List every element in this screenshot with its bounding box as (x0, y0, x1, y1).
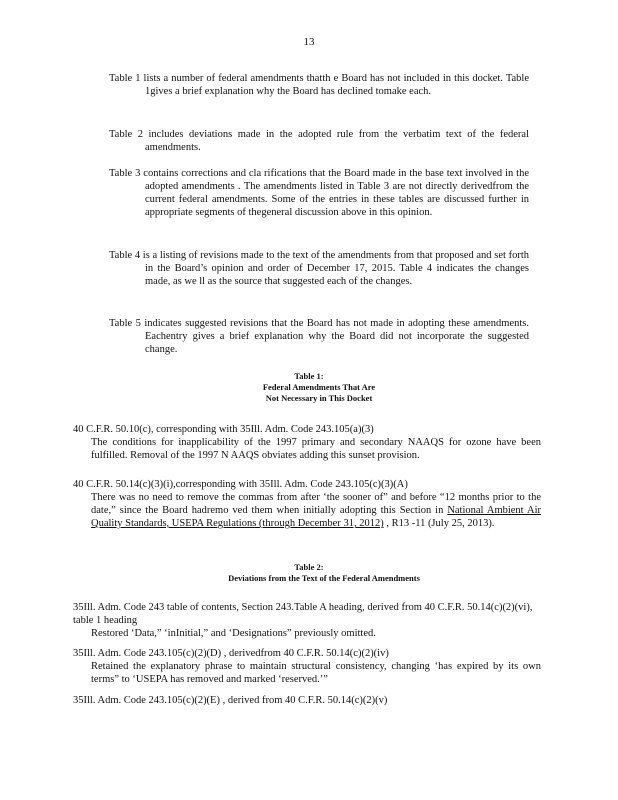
paragraph-text: Table 3 contains corrections and cla rifications that the Board made in the base text involved in the adopted amendments . The amendments listed in Table 3 are not directly derivedfrom the current federal amendments. Some of the entries in these tables are discussed further in appropriate segments of thegeneral discussion above in this opinion. (109, 168, 529, 218)
entry-text-part: There was no need to remove the commas from after ‘the sooner of” and before “12 months prior to the date,” since the Board hadremo ved them when initially adopting this Section in (91, 492, 541, 516)
entry-citation: 40 C.F.R. 50.14(c)(3)(i),corresponding with 35Ill. Adm. Code 243.105(c)(3)(A) (73, 479, 408, 490)
paragraph-table-5-summary (109, 317, 529, 356)
table-2-title (0, 562, 618, 584)
paragraph-table-2-summary (109, 128, 529, 154)
table-2-entry (73, 694, 541, 707)
table-2-entry (73, 601, 541, 640)
entry-text (73, 491, 541, 530)
paragraph-table-4-summary (109, 249, 529, 288)
paragraph-text: Table 1 lists a number of federal amendments thatth e Board has not included in this docket. Table 1gives a brief explanation why the Board has declined tomake each. (109, 73, 529, 97)
entry-text-part: , R13 -11 (July 25, 2013). (383, 518, 495, 529)
entry-text: The conditions for inapplicability of the 1997 primary and secondary NAAQS for ozone have been fulfilled. Removal of the 1997 N AAQS obviates adding this sunset provision. (91, 437, 541, 461)
entry-citation: 35Ill. Adm. Code 243 table of contents, Section 243.Table A heading, derived from 40 C.F.R. 50.14(c)(2)(vi), table 1 heading (73, 602, 533, 626)
entry-citation: 40 C.F.R. 50.10(c), corresponding with 35Ill. Adm. Code 243.105(a)(3) (73, 424, 374, 435)
table-1-title-line: Federal Amendments That Are (262, 382, 376, 392)
paragraph-text: Table 2 includes deviations made in the adopted rule from the verbatim text of the federal amendments. (109, 129, 529, 153)
entry-citation: 35Ill. Adm. Code 243.105(c)(2)(E) , derived from 40 C.F.R. 50.14(c)(2)(v) (73, 695, 388, 706)
table-1-entry (73, 478, 541, 530)
paragraph-text: Table 4 is a listing of revisions made to the text of the amendments from that proposed and set forth in the Board’s opinion and order of December 17, 2015. Table 4 indicates the changes made, as we ll as the source that suggested each of the changes. (109, 250, 529, 287)
paragraph-table-3-summary (109, 167, 529, 219)
entry-text-underlined: National Ambient Air Quality Standards, USEPA Regulations (through December 31, 2012) (91, 505, 541, 529)
paragraph-text: Table 5 indicates suggested revisions that the Board has not made in adopting these amendments. Eachentry gives a brief explanation why the Board did not incorporate the suggested change. (109, 318, 529, 355)
entry-text: Restored ‘Data,” ‘inInitial,” and ‘Designations” previously omitted. (91, 628, 376, 639)
entry-citation: 35Ill. Adm. Code 243.105(c)(2)(D) , derivedfrom 40 C.F.R. 50.14(c)(2)(iv) (73, 648, 389, 659)
page-number: 13 (303, 36, 315, 48)
entry-text: Retained the explanatory phrase to maintain structural consistency, changing ‘has expired by its own terms” to ‘USEPA has removed and marked ‘reserved.’” (91, 661, 541, 685)
table-1-title (0, 371, 618, 404)
table-1-title-line: Table 1: (294, 371, 324, 381)
table-2-title-line: Table 2: (294, 562, 324, 572)
table-1-title-line: Not Necessary in This Docket (265, 393, 373, 403)
paragraph-table-1-summary (109, 72, 529, 98)
table-2-title-line: Deviations from the Text of the Federal Amendments (228, 573, 420, 583)
table-2-entry (73, 647, 541, 686)
table-1-entry (73, 423, 541, 462)
